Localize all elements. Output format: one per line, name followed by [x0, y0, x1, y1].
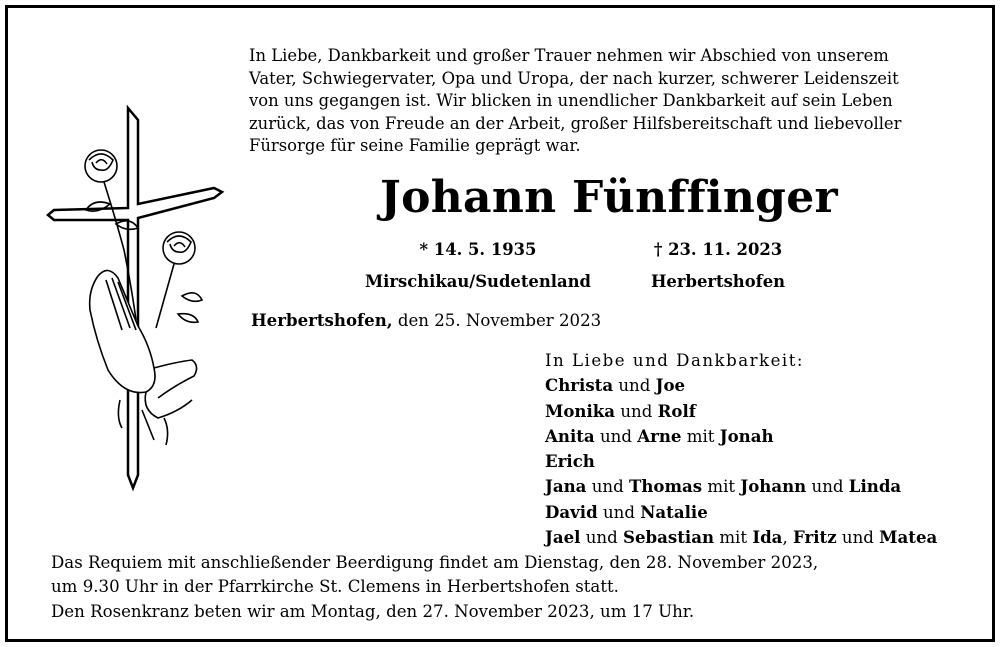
date: den 25. November 2023 — [392, 311, 602, 330]
cross-roses-praying-hands-icon — [46, 100, 226, 495]
death-date: † 23. 11. 2023 — [653, 240, 783, 259]
death-block — [608, 238, 828, 294]
mourner-line — [545, 474, 937, 499]
intro-line: Vater, Schwiegervater, Opa und Uropa, der nach kurzer, schwerer Leidenszeit — [249, 68, 899, 88]
mourner-name: Rolf — [657, 400, 696, 421]
intro-line: In Liebe, Dankbarkeit und großer Trauer nehmen wir Abschied von unserem — [249, 46, 889, 65]
mourner-connector: und — [806, 477, 849, 497]
mourner-name: Linda — [848, 476, 902, 497]
birth-place: Mirschikau/Sudetenland — [364, 272, 592, 291]
mourner-name: Jana — [545, 476, 587, 497]
mourner-name: Sebastian — [623, 527, 715, 548]
place-date — [251, 310, 601, 330]
mourner-name: Christa — [545, 375, 614, 396]
mourner-connector: mit — [702, 477, 741, 497]
mourner-line — [545, 424, 937, 449]
mourner-name: Thomas — [628, 476, 703, 497]
mourner-name: Fritz — [793, 527, 837, 548]
mourner-name: Monika — [545, 400, 616, 421]
mourner-name: Anita — [545, 425, 595, 446]
mourner-name: Ida — [752, 527, 783, 548]
mourner-line — [545, 373, 937, 398]
place: Herbertshofen, — [251, 310, 393, 330]
mourner-connector: mit — [681, 426, 720, 446]
mourner-line — [545, 525, 937, 550]
mourner-lines — [545, 373, 937, 550]
service-line: Den Rosenkranz beten wir am Montag, den 27. November 2023, um 17 Uhr. — [51, 601, 695, 621]
mourner-name: Jael — [545, 527, 581, 548]
mourner-name: Natalie — [640, 501, 708, 522]
mourner-line — [545, 399, 937, 424]
birth-date: * 14. 5. 1935 — [419, 240, 537, 259]
intro-line: Fürsorge für seine Familie geprägt war. — [249, 136, 581, 156]
intro-line: von uns gegangen ist. Wir blicken in unendlicher Dankbarkeit auf sein Leben — [249, 91, 893, 111]
mourner-name: Joe — [655, 375, 686, 396]
mourner-name: Arne — [637, 425, 682, 446]
intro-line: zurück, das von Freude an der Arbeit, großer Hilfsbereitschaft und liebevoller — [249, 113, 902, 133]
mourner-line — [545, 500, 937, 525]
mourner-connector: und — [836, 528, 880, 548]
mourner-name: Johann — [740, 476, 807, 497]
mourners-list — [545, 349, 937, 550]
mourner-name: Erich — [545, 451, 595, 472]
mourner-connector: und — [597, 502, 641, 522]
mourner-name: Matea — [879, 527, 938, 548]
mourner-connector: und — [615, 401, 658, 421]
mourner-connector: und — [594, 426, 638, 446]
mourner-connector: und — [613, 376, 656, 396]
mourner-connector: und — [580, 528, 624, 548]
service-info — [51, 551, 981, 624]
mourner-line — [545, 449, 937, 474]
mourner-name: Jonah — [719, 425, 774, 446]
mourner-connector: und — [586, 477, 629, 497]
mourner-name: David — [545, 501, 598, 522]
birth-block — [338, 238, 618, 294]
intro-text — [249, 45, 984, 158]
service-line: um 9.30 Uhr in der Pfarrkirche St. Clemens in Herbertshofen statt. — [51, 577, 619, 597]
mourners-heading: In Liebe und Dankbarkeit: — [545, 351, 804, 370]
deceased-name: Johann Fünffinger — [379, 172, 838, 223]
death-place: Herbertshofen — [650, 272, 786, 291]
obituary-frame — [5, 5, 995, 642]
mourner-connector: mit — [714, 528, 753, 548]
service-line: Das Requiem mit anschließender Beerdigung findet am Dienstag, den 28. November 2023, — [51, 553, 819, 572]
mourner-connector: , — [782, 528, 793, 548]
